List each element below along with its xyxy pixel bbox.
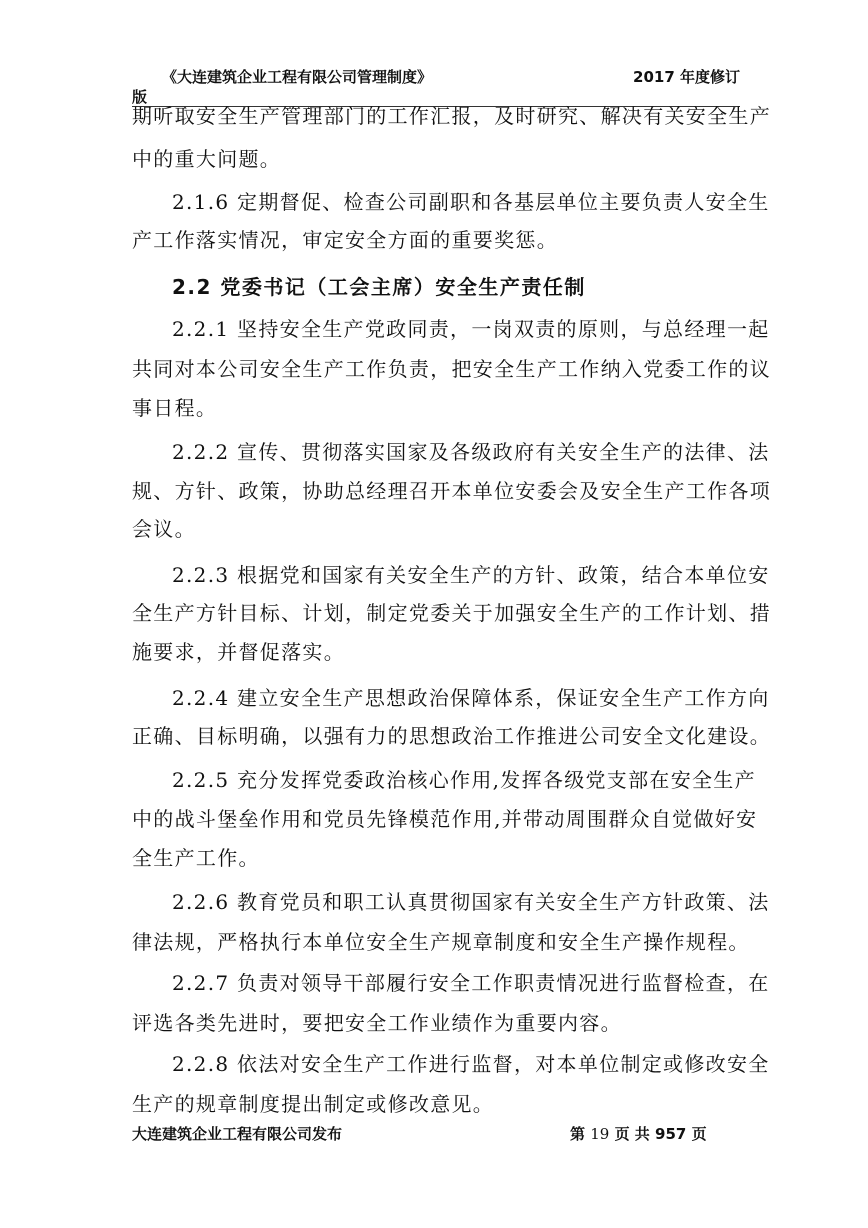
page-footer	[132, 1123, 740, 1147]
page-prefix: 第	[570, 1125, 586, 1143]
edition-label-wrap: 版	[132, 88, 148, 106]
paragraph-line: 2.2.2 宣传、贯彻落实国家及各级政府有关安全生产的法律、法	[172, 440, 770, 464]
paragraph-line: 2.2.4 建立安全生产思想政治保障体系，保证安全生产工作方向	[172, 686, 770, 710]
paragraph-line: 正确、目标明确，以强有力的思想政治工作推进公司安全文化建设。	[132, 724, 771, 748]
paragraph-line: 2.2.3 根据党和国家有关安全生产的方针、政策，结合本单位安	[172, 563, 770, 587]
paragraph-line: 全生产方针目标、计划，制定党委关于加强安全生产的工作计划、措	[132, 601, 771, 625]
paragraph-line: 中的战斗堡垒作用和党员先锋模范作用,并带动周围群众自觉做好安	[132, 807, 758, 831]
paragraph-line: 会议。	[132, 517, 196, 541]
paragraph-line: 律法规，严格执行本单位安全生产规章制度和安全生产操作规程。	[132, 930, 750, 954]
paragraph-line: 2.2.5 充分发挥党委政治核心作用,发挥各级党支部在安全生产	[172, 768, 756, 792]
paragraph-line: 事日程。	[132, 396, 218, 420]
document-title: 《大连建筑企业工程有限公司管理制度》	[162, 68, 433, 86]
paragraph-line: 2.1.6 定期督促、检查公司副职和各基层单位主要负责人安全生	[172, 190, 770, 214]
paragraph-line: 评选各类先进时，要把安全工作业绩作为重要内容。	[132, 1011, 622, 1035]
paragraph-line: 产工作落实情况，审定安全方面的重要奖惩。	[132, 228, 558, 252]
paragraph-line: 2.2.6 教育党员和职工认真贯彻国家有关安全生产方针政策、法	[172, 890, 770, 914]
page-number: 19	[590, 1125, 610, 1143]
page-middle: 页 共	[614, 1125, 650, 1143]
paragraph-line: 中的重大问题。	[132, 147, 282, 171]
paragraph-line: 规、方针、政策，协助总经理召开本单位安委会及安全生产工作各项	[132, 479, 771, 503]
paragraph-line: 全生产工作。	[132, 846, 260, 870]
page-indicator	[570, 1123, 707, 1144]
paragraph-line: 共同对本公司安全生产工作负责，把安全生产工作纳入党委工作的议	[132, 357, 771, 381]
paragraph-line: 2.2.8 依法对安全生产工作进行监督，对本单位制定或修改安全	[172, 1052, 770, 1076]
paragraph-line: 生产的规章制度提出制定或修改意见。	[132, 1092, 495, 1116]
edition-label: 2017 年度修订	[633, 68, 740, 86]
paragraph-line: 2.2.1 坚持安全生产党政同责，一岗双责的原则，与总经理一起	[172, 317, 770, 341]
paragraph-line: 2.2.7 负责对领导干部履行安全工作职责情况进行监督检查，在	[172, 971, 770, 995]
section-heading: 2.2 党委书记（工会主席）安全生产责任制	[172, 275, 586, 299]
publisher-label: 大连建筑企业工程有限公司发布	[132, 1125, 343, 1143]
page-suffix: 页	[691, 1125, 707, 1143]
paragraph-line: 期听取安全生产管理部门的工作汇报，及时研究、解决有关安全生产	[132, 104, 771, 128]
paragraph-line: 施要求，并督促落实。	[132, 640, 345, 664]
total-pages: 957	[655, 1125, 687, 1143]
